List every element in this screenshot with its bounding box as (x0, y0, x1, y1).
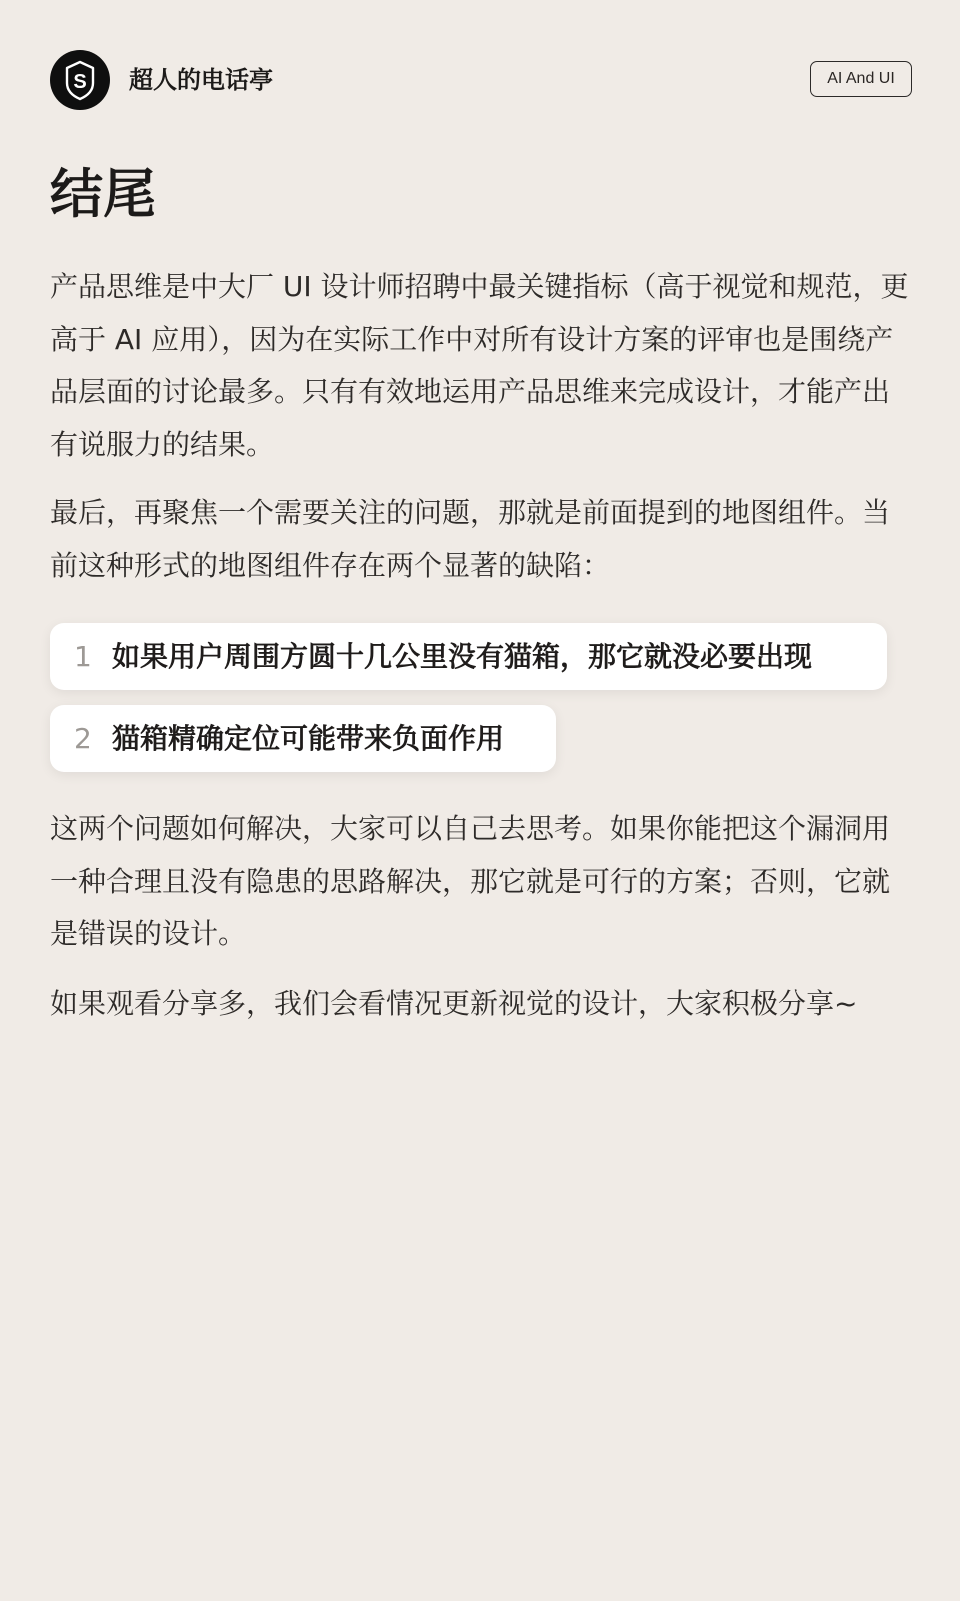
svg-text:S: S (73, 71, 87, 93)
brand-name[interactable]: 超人的电话亭 (129, 66, 273, 94)
point-text: 如果用户周围方圆十几公里没有猫箱，那它就没必要出现 (112, 640, 813, 673)
category-tag[interactable]: AI And UI (810, 61, 912, 97)
paragraph: 产品思维是中大厂 UI 设计师招聘中最关键指标（高于视觉和规范，更高于 AI 应用），因为在实际工作中对所有设计方案的评审也是围绕产品层面的讨论最多。只有有效地运用产品思维来完成设计，才能产出有说服力的结果。 (50, 270, 909, 461)
point-card (50, 623, 887, 690)
header (50, 50, 912, 110)
paragraph: 如果观看分享多，我们会看情况更新视觉的设计，大家积极分享~ (50, 987, 858, 1020)
paragraph: 最后，再聚焦一个需要关注的问题，那就是前面提到的地图组件。当前这种形式的地图组件存在两个显著的缺陷： (50, 496, 891, 582)
paragraph: 这两个问题如何解决，大家可以自己去思考。如果你能把这个漏洞用一种合理且没有隐患的思路解决，那它就是可行的方案；否则，它就是错误的设计。 (50, 812, 891, 950)
point-card (50, 705, 556, 772)
point-number: 2 (74, 722, 92, 755)
article-title: 结尾 (50, 164, 156, 225)
point-text: 猫箱精确定位可能带来负面作用 (112, 722, 505, 755)
s-shield-logo-icon[interactable] (50, 50, 110, 110)
point-number: 1 (74, 640, 92, 673)
